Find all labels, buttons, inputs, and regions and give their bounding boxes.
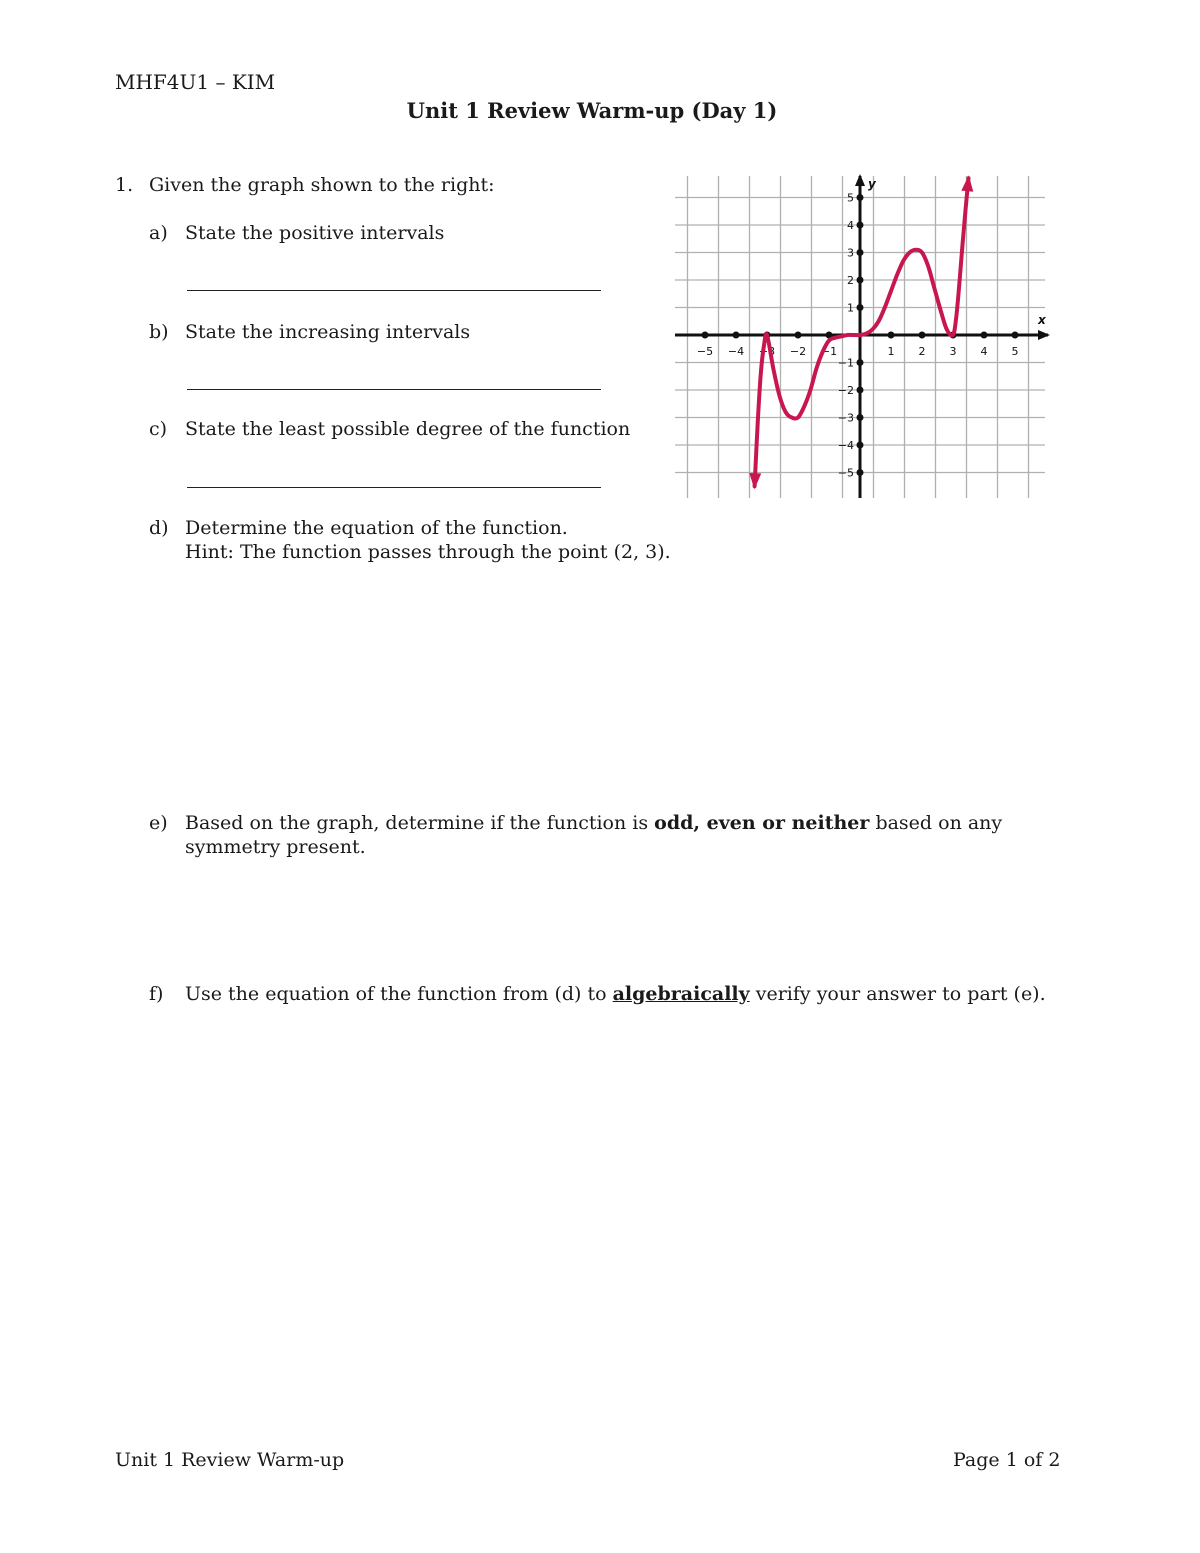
- page-number: Page 1 of 2: [953, 1449, 1061, 1471]
- x-tick-label: 2: [918, 345, 926, 358]
- part-b-text: State the increasing intervals: [185, 321, 471, 343]
- x-tick-label: −5: [696, 345, 714, 358]
- y-tick-mark: [857, 414, 864, 421]
- y-tick-mark: [857, 442, 864, 449]
- part-f-letter: f): [149, 983, 164, 1005]
- x-tick-label: −4: [727, 345, 745, 358]
- x-tick-mark: [1012, 332, 1019, 339]
- x-tick-mark: [795, 332, 802, 339]
- curve-arrow-down: [749, 473, 761, 489]
- part-d-hint: Hint: The function passes through the point (2, 3).: [185, 541, 671, 563]
- part-e-text-post: based on any: [875, 812, 1003, 834]
- y-tick-mark: [857, 387, 864, 394]
- question-prompt: Given the graph shown to the right:: [149, 174, 495, 196]
- part-d-line1: Determine the equation of the function.: [185, 517, 568, 539]
- part-c-letter: c): [149, 418, 168, 440]
- x-tick-mark: [981, 332, 988, 339]
- y-tick-mark: [857, 469, 864, 476]
- x-tick-label: 1: [887, 345, 895, 358]
- x-tick-label: 4: [980, 345, 988, 358]
- x-tick-mark: [888, 332, 895, 339]
- y-tick-mark: [857, 249, 864, 256]
- course-code: MHF4U1 – KIM: [115, 70, 276, 94]
- part-e-emphasis: odd, even or neither: [654, 812, 870, 834]
- part-e-letter: e): [149, 812, 168, 834]
- footer-title: Unit 1 Review Warm-up: [115, 1449, 345, 1471]
- part-c-text: State the least possible degree of the function: [185, 418, 631, 440]
- y-tick-mark: [857, 304, 864, 311]
- y-tick-label: 5: [847, 191, 854, 205]
- part-e-text-pre: Based on the graph, determine if the function is: [185, 812, 649, 834]
- y-tick-label: 3: [847, 246, 854, 260]
- y-tick-mark: [857, 277, 864, 284]
- y-tick-mark: [857, 359, 864, 366]
- part-a-letter: a): [149, 222, 168, 244]
- part-f-text-post: verify your answer to part (e).: [755, 983, 1046, 1005]
- answer-line-a[interactable]: [187, 290, 601, 291]
- question-number: 1.: [115, 174, 134, 196]
- x-tick-mark: [702, 332, 709, 339]
- y-tick-label: −4: [837, 439, 854, 452]
- x-axis-arrow: [1038, 330, 1050, 340]
- x-tick-label: 5: [1011, 345, 1019, 358]
- part-f-text-pre: Use the equation of the function from (d) to: [185, 983, 607, 1005]
- y-tick-label: −5: [837, 466, 854, 480]
- y-axis-arrow: [855, 174, 865, 186]
- x-axis-label: x: [1038, 313, 1046, 327]
- x-tick-label: −2: [789, 345, 807, 358]
- y-tick-label: 2: [847, 274, 854, 287]
- y-tick-label: −2: [837, 384, 854, 397]
- y-tick-label: 1: [847, 301, 854, 315]
- part-f-line: [185, 983, 1046, 1005]
- y-tick-label: −1: [837, 356, 854, 370]
- y-tick-mark: [857, 222, 864, 229]
- function-graph: [670, 168, 1055, 503]
- y-tick-label: 4: [847, 219, 854, 232]
- answer-line-c[interactable]: [187, 487, 601, 488]
- part-b-letter: b): [149, 321, 169, 343]
- y-axis-label: y: [868, 177, 876, 191]
- part-f-emphasis: algebraically: [612, 983, 750, 1005]
- part-d-letter: d): [149, 517, 169, 539]
- y-tick-mark: [857, 194, 864, 201]
- part-e-line1: [185, 812, 1002, 834]
- answer-line-b[interactable]: [187, 389, 601, 390]
- x-tick-label: 3: [949, 345, 957, 358]
- x-tick-label: −3: [758, 345, 776, 358]
- x-tick-mark: [733, 332, 740, 339]
- page-title: Unit 1 Review Warm-up (Day 1): [406, 98, 778, 123]
- y-tick-label: −3: [837, 411, 854, 425]
- x-tick-mark: [919, 332, 926, 339]
- part-a-text: State the positive intervals: [185, 222, 445, 244]
- part-e-line2: symmetry present.: [185, 836, 366, 858]
- x-tick-label: −1: [820, 345, 838, 358]
